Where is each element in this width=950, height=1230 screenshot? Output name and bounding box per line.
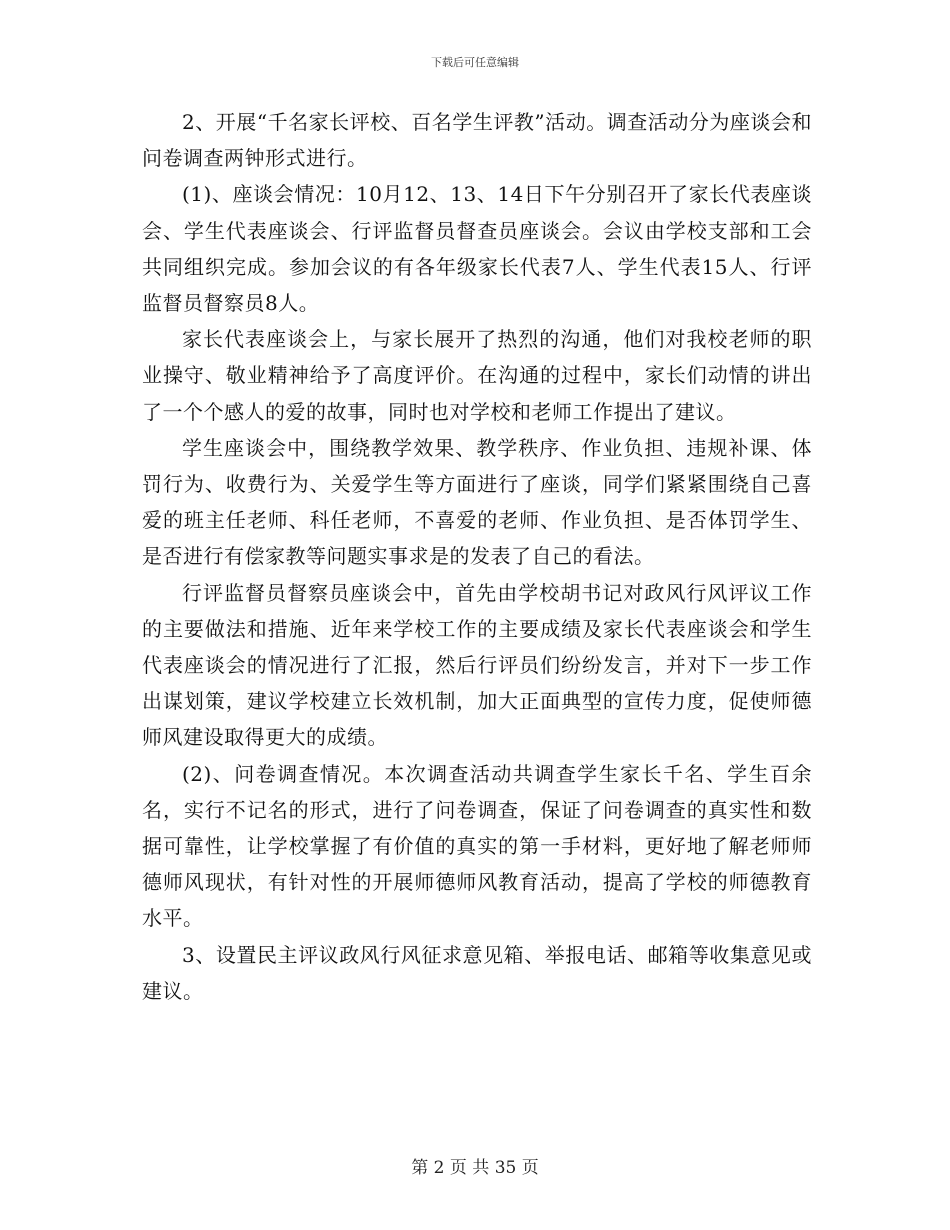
paragraph-questionnaire: (2)、问卷调查情况。本次调查活动共调查学生家长千名、学生百余名，实行不记名的形式，进行了问卷调查，保证了问卷调查的真实性和数据可靠性，让学校掌握了有价值的真实的第一手材料，更好地了解老师师德师风现状，有针对性的开展师德师风教育活动，提高了学校的师德教育水平。 — [142, 761, 812, 931]
page-number-footer: 第 2 页 共 35 页 — [411, 1158, 539, 1178]
paragraph-suggestion-box: 3、设置民主评议政风行风征求意见箱、举报电话、邮箱等收集意见或建议。 — [142, 942, 812, 1003]
page-header: 下载后可任意编辑 — [431, 56, 519, 69]
paragraph-forum-overview: (1)、座谈会情况：10月12、13、14日下午分别召开了家长代表座谈会、学生代表座谈会、行评监督员督查员座谈会。会议由学校支部和工会共同组织完成。参加会议的有各年级家长代表7人、学生代表15人、行评监督员督察员8人。 — [142, 182, 812, 316]
paragraph-activity-intro: 2、开展“千名家长评校、百名学生评教”活动。调查活动分为座谈会和问卷调查两钟形式进行。 — [142, 110, 812, 171]
paragraph-supervisor-forum: 行评监督员督察员座谈会中，首先由学校胡书记对政风行风评议工作的主要做法和措施、近年来学校工作的主要成绩及家长代表座谈会和学生代表座谈会的情况进行了汇报，然后行评员们纷纷发言，并对下一步工作出谋划策，建议学校建立长效机制，加大正面典型的宣传力度，促使师德师风建设取得更大的成绩。 — [142, 580, 812, 750]
paragraph-student-forum: 学生座谈会中，围绕教学效果、教学秩序、作业负担、违规补课、体罚行为、收费行为、关爱学生等方面进行了座谈，同学们紧紧围绕自己喜爱的班主任老师、科任老师，不喜爱的老师、作业负担、是否体罚学生、是否进行有偿家教等问题实事求是的发表了自己的看法。 — [142, 435, 812, 569]
document-body — [142, 104, 812, 1009]
paragraph-parent-forum: 家长代表座谈会上，与家长展开了热烈的沟通，他们对我校老师的职业操守、敬业精神给予了高度评价。在沟通的过程中，家长们动情的讲出了一个个感人的爱的故事，同时也对学校和老师工作提出了建议。 — [142, 327, 812, 424]
